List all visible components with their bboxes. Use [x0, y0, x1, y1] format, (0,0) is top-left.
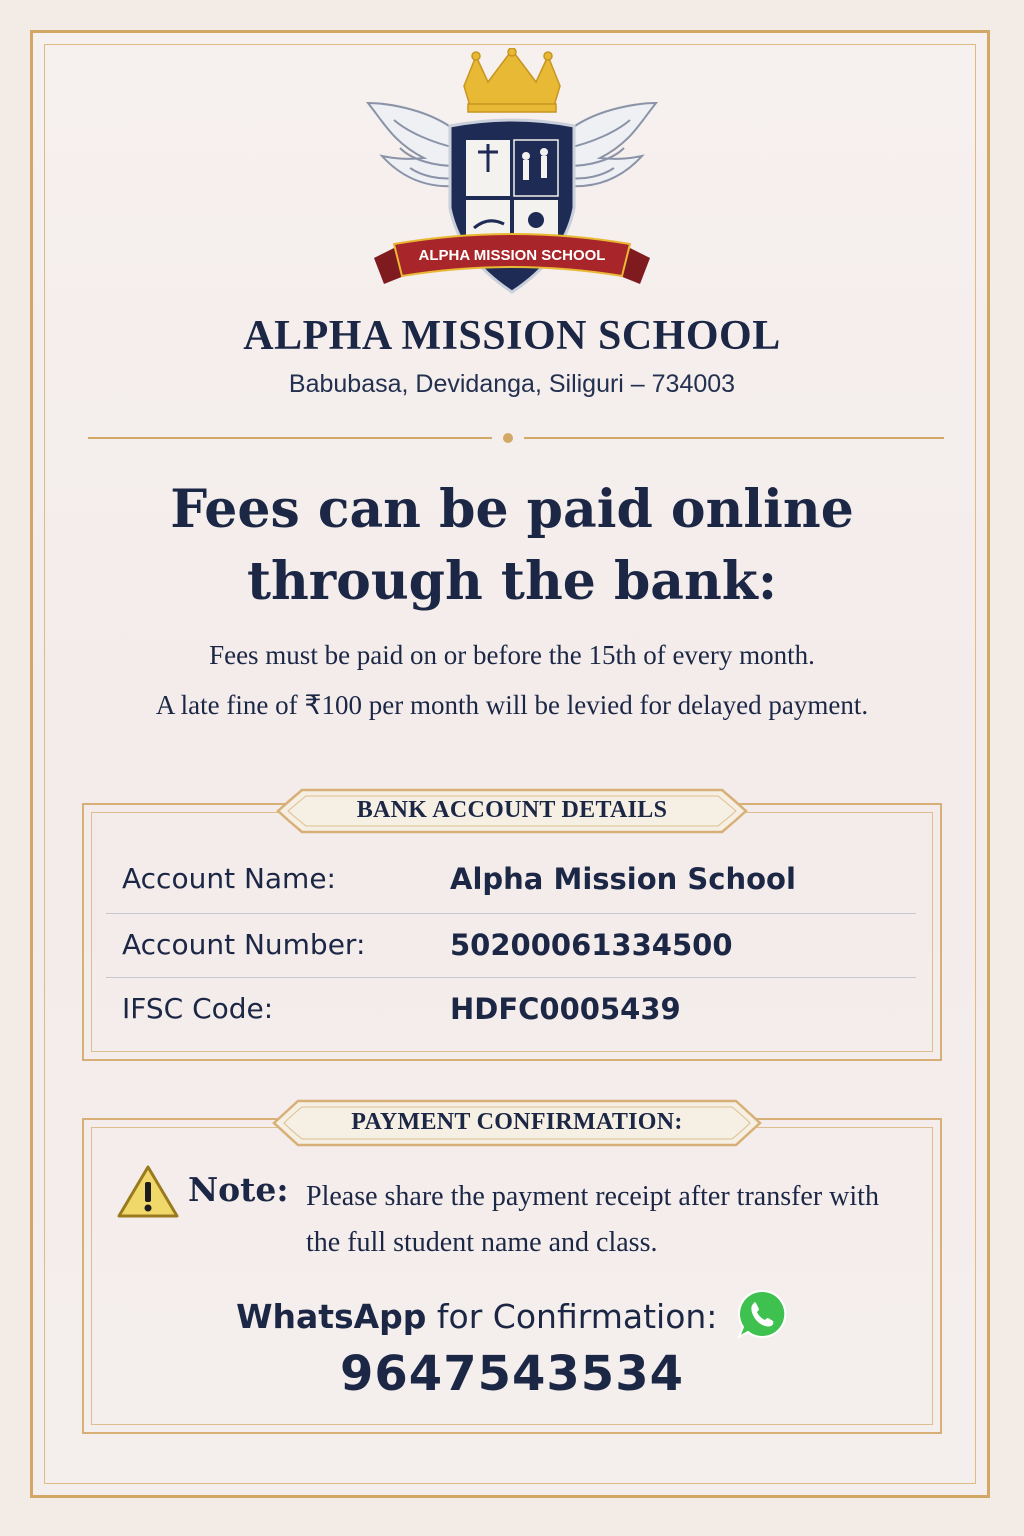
note-text: Please share the payment receipt after transfer with the full student name and class.	[306, 1181, 879, 1258]
account-name-value: Alpha Mission School	[450, 862, 796, 896]
late-fine-notice: A late fine of ₹100 per month will be levied for delayed payment.	[155, 690, 869, 720]
school-address: Babubasa, Devidanga, Siliguri – 734003	[288, 370, 736, 398]
school-crest-icon	[364, 48, 660, 298]
whatsapp-icon	[736, 1288, 788, 1340]
ifsc-code-label: IFSC Code:	[122, 992, 274, 1025]
due-date-notice: Fees must be paid on or before the 15th of every month.	[209, 640, 815, 670]
headline-line-2: through the bank:	[246, 551, 778, 612]
account-number-value: 50200061334500	[450, 928, 733, 962]
whatsapp-phone-number: 9647543534	[340, 1346, 684, 1402]
account-number-row	[106, 914, 916, 978]
headline	[0, 474, 1024, 618]
crest-banner-text: ALPHA MISSION SCHOOL	[418, 247, 606, 264]
bank-details-ribbon	[276, 786, 748, 836]
ornamental-divider	[88, 428, 944, 448]
payment-confirmation-ribbon	[272, 1097, 762, 1149]
whatsapp-confirmation-line	[0, 1288, 1024, 1340]
school-name: ALPHA MISSION SCHOOL	[243, 313, 781, 359]
account-name-label: Account Name:	[122, 862, 336, 895]
payment-confirmation-title: PAYMENT CONFIRMATION:	[351, 1109, 683, 1135]
whatsapp-label: WhatsApp	[236, 1297, 427, 1336]
confirmation-label: for Confirmation:	[426, 1297, 718, 1336]
bank-details-title: BANK ACCOUNT DETAILS	[356, 797, 668, 823]
warning-triangle-icon	[116, 1164, 180, 1220]
account-name-row	[106, 848, 916, 912]
note-label: Note:	[188, 1170, 289, 1209]
ifsc-code-value: HDFC0005439	[450, 992, 681, 1026]
account-number-label: Account Number:	[122, 928, 366, 961]
ifsc-code-row	[106, 978, 916, 1042]
headline-line-1: Fees can be paid online	[170, 479, 854, 540]
